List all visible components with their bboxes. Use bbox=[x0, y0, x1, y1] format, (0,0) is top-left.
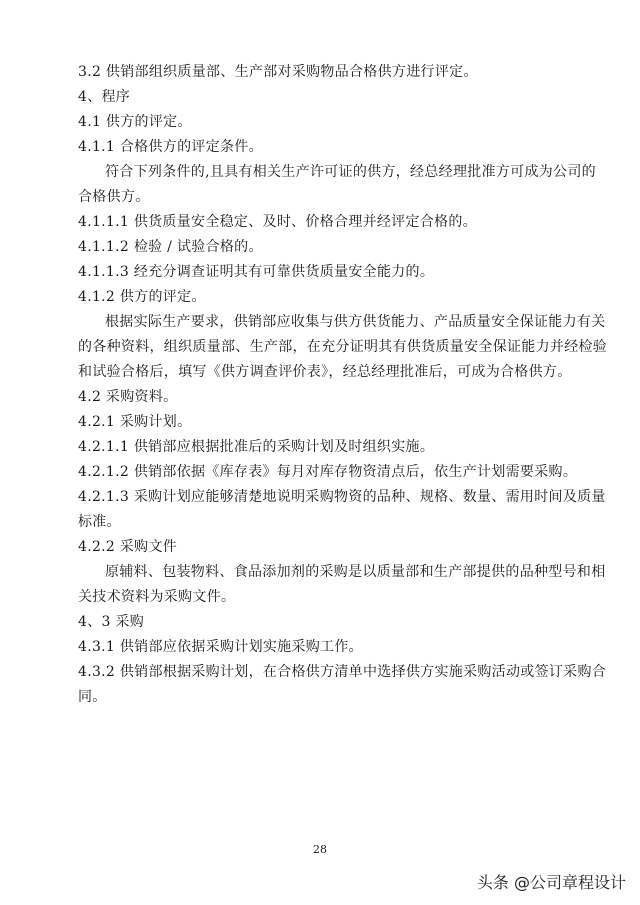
text-line: 4.3.1 供销部应依据采购计划实施采购工作。 bbox=[78, 639, 363, 655]
text-line: 4.2.1.3 采购计划应能够清楚地说明采购物资的品种、规格、数量、需用时间及质量 bbox=[78, 489, 606, 505]
text-line: 3.2 供销部组织质量部、生产部对采购物品合格供方进行评定。 bbox=[78, 64, 478, 80]
text-line: 4.1.1 合格供方的评定条件。 bbox=[78, 139, 263, 155]
text-line: 的各种资料，组织质量部、生产部，在充分证明其有供货质量安全保证能力并经检验 bbox=[78, 339, 608, 355]
text-line: 符合下列条件的,且具有相关生产许可证的供方，经总经理批准方可成为公司的 bbox=[105, 164, 596, 180]
page-number: 28 bbox=[313, 843, 327, 856]
section-heading: 4、3 采购 bbox=[78, 614, 145, 630]
text-line: 和试验合格后，填写《供方调查评价表》，经总经理批准后，可成为合格供方。 bbox=[78, 364, 572, 380]
text-line: 4.1.1.2 检验 / 试验合格的。 bbox=[78, 239, 263, 255]
text-line: 同。 bbox=[78, 689, 107, 705]
watermark: 头条 @公司章程设计 bbox=[476, 873, 626, 892]
text-line: 4.1.2 供方的评定。 bbox=[78, 289, 206, 305]
text-line: 关技术资料为采购文件。 bbox=[78, 589, 236, 605]
text-line: 标准。 bbox=[78, 514, 121, 530]
text-line: 4.1.1.1 供货质量安全稳定、及时、价格合理并经评定合格的。 bbox=[78, 214, 478, 230]
text-line: 4.2.1 采购计划。 bbox=[78, 414, 192, 430]
text-line: 合格供方。 bbox=[78, 189, 150, 205]
text-line: 4.2.1.2 供销部依据《库存表》每月对库存物资清点后，依生产计划需要采购。 bbox=[78, 464, 578, 480]
text-line: 4.2 采购资料。 bbox=[78, 389, 178, 405]
text-line: 原辅料、包装物料、食品添加剂的采购是以质量部和生产部提供的品种型号和相 bbox=[105, 564, 606, 580]
text-line: 4.2.2 采购文件 bbox=[78, 539, 178, 555]
text-line: 4.3.2 供销部根据采购计划，在合格供方清单中选择供方实施采购活动或签订采购合 bbox=[78, 664, 607, 680]
text-line: 4.1 供方的评定。 bbox=[78, 114, 192, 130]
text-line: 4.2.1.1 供销部应根据批准后的采购计划及时组织实施。 bbox=[78, 439, 435, 455]
text-line: 根据实际生产要求，供销部应收集与供方供货能力、产品质量安全保证能力有关 bbox=[105, 314, 606, 330]
section-heading: 4、程序 bbox=[78, 89, 131, 105]
text-line: 4.1.1.3 经充分调查证明其有可靠供货质量安全能力的。 bbox=[78, 264, 435, 280]
